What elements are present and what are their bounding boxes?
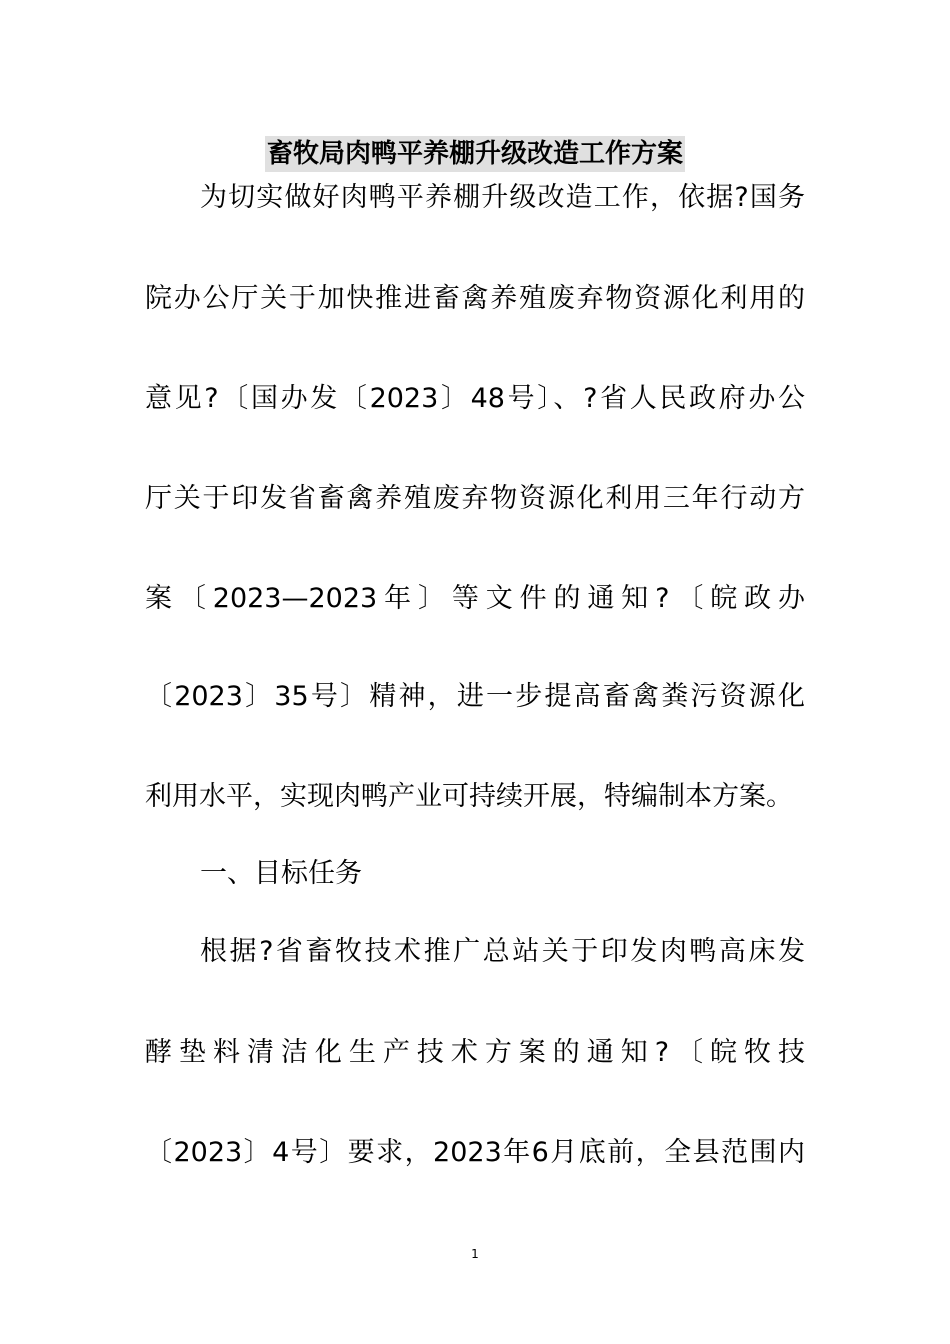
page-number: 1	[471, 1247, 479, 1261]
document-title-text: 畜牧局肉鸭平养棚升级改造工作方案	[265, 136, 685, 172]
body-line-4: 厅关于印发省畜禽养殖废弃物资源化利用三年行动方	[145, 483, 805, 514]
body-line-7: 利用水平，实现肉鸭产业可持续开展，特编制本方案。	[145, 781, 793, 812]
section-heading-targets: 一、目标任务	[200, 858, 362, 889]
body-line-3: 意见?〔国办发〔2023〕48号〕、?省人民政府办公	[145, 383, 805, 414]
body-line-2: 院办公厅关于加快推进畜禽养殖废弃物资源化利用的	[145, 283, 805, 314]
body-line-8: 根据?省畜牧技术推广总站关于印发肉鸭高床发	[200, 936, 805, 967]
body-line-6: 〔2023〕35号〕精神，进一步提高畜禽粪污资源化	[145, 681, 805, 712]
body-line-1: 为切实做好肉鸭平养棚升级改造工作，依据?国务	[200, 182, 805, 213]
body-line-9: 酵垫料清洁化生产技术方案的通知?〔皖牧技	[145, 1037, 805, 1068]
body-line-10: 〔2023〕4号〕要求，2023年6月底前，全县范围内	[145, 1137, 805, 1168]
document-title	[0, 132, 950, 172]
body-line-5: 案〔2023—2023年〕等文件的通知?〔皖政办	[145, 583, 805, 614]
